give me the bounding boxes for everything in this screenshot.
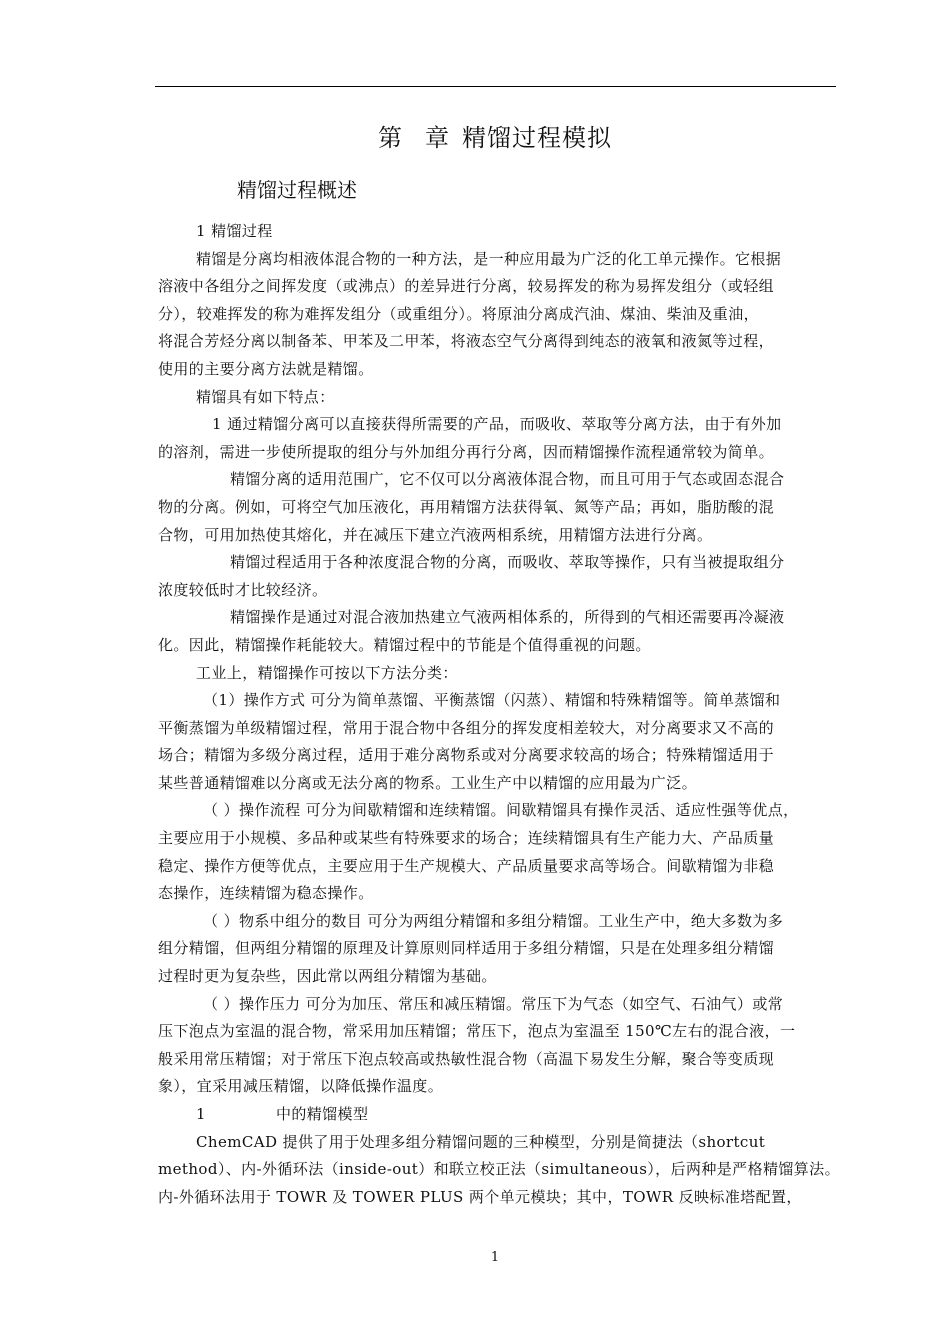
paragraph-line: （ ）操作流程 可分为间歇精馏和连续精馏。间歇精馏具有操作灵活、适应性强等优点， (203, 801, 799, 820)
paragraph-line: 压下泡点为室温的混合物，常采用加压精馏；常压下，泡点为室温至 150℃左右的混合液，一 (158, 1022, 796, 1041)
paragraph-line: 精馏具有如下特点： (196, 387, 335, 406)
chapter-title-text: 精馏过程模拟 (462, 124, 612, 152)
paragraph-line: 场合；精馏为多级分离过程，适用于难分离物系或对分离要求较高的场合；特殊精馏适用于 (158, 746, 775, 765)
paragraph-line: 内-外循环法用于 TOWR 及 TOWER PLUS 两个单元模块；其中，TOWR 反映标准塔配置， (158, 1187, 802, 1206)
page-number: 1 (490, 1250, 500, 1265)
subsection-title: 中的精馏模型 (275, 1105, 369, 1123)
paragraph-line: 精馏过程适用于各种浓度混合物的分离，而吸收、萃取等操作，只有当被提取组分 (230, 553, 785, 572)
paragraph-line: 的溶剂，需进一步使所提取的组分与外加组分再行分离，因而精馏操作流程通常较为简单。 (158, 442, 775, 461)
header-rule (155, 86, 836, 87)
paragraph-line: 溶液中各组分之间挥发度（或沸点）的差异进行分离，较易挥发的称为易挥发组分（或轻组 (158, 277, 775, 296)
paragraph-line: 使用的主要分离方法就是精馏。 (158, 359, 374, 378)
paragraph-line: 物的分离。例如，可将空气加压液化，再用精馏方法获得氧、氮等产品；再如，脂肪酸的混 (158, 497, 775, 516)
subsection-heading (158, 1101, 836, 1129)
paragraph-line: 稳定、操作方便等优点，主要应用于生产规模大、产品质量要求高等场合。间歇精馏为非稳 (158, 856, 775, 875)
paragraph-line: 分），较难挥发的称为难挥发组分（或重组分）。将原油分离成汽油、煤油、柴油及重油， (158, 304, 760, 323)
paragraph-line: 某些普通精馏难以分离或无法分离的物系。工业生产中以精馏的应用最为广泛。 (158, 773, 698, 792)
paragraph-line: 精馏是分离均相液体混合物的一种方法，是一种应用最为广泛的化工单元操作。它根据 (196, 249, 782, 268)
subsection-heading: 1 精馏过程 (196, 222, 273, 240)
paragraph-line: 精馏分离的适用范围广，它不仅可以分离液体混合物，而且可用于气态或固态混合 (230, 470, 785, 489)
paragraph-line: 将混合芳烃分离以制备苯、甲苯及二甲苯，将液态空气分离得到纯态的液氧和液氮等过程， (158, 332, 775, 351)
chapter-title-prefix: 第 (378, 124, 403, 152)
paragraph-line: （ ）物系中组分的数目 可分为两组分精馏和多组分精馏。工业生产中，绝大多数为多 (203, 911, 784, 930)
paragraph-line: 平衡蒸馏为单级精馏过程，常用于混合物中各组分的挥发度相差较大，对分离要求又不高的 (158, 718, 775, 737)
paragraph-line: 1 通过精馏分离可以直接获得所需要的产品，而吸收、萃取等分离方法，由于有外加 (212, 415, 782, 434)
paragraph-line: 精馏操作是通过对混合液加热建立气液两相体系的，所得到的气相还需要再冷凝液 (230, 608, 785, 627)
body-text (158, 218, 840, 1211)
paragraph-line: 态操作，连续精馏为稳态操作。 (158, 884, 374, 903)
chapter-title (0, 118, 950, 153)
section-title: 精馏过程概述 (237, 178, 357, 202)
paragraph-line: 工业上，精馏操作可按以下方法分类： (196, 663, 458, 682)
paragraph-line: （1）操作方式 可分为简单蒸馏、平衡蒸馏（闪蒸）、精馏和特殊精馏等。简单蒸馏和 (203, 691, 781, 710)
paragraph-line: 浓度较低时才比较经济。 (158, 580, 328, 599)
subsection-number: 1 (196, 1105, 206, 1123)
chapter-title-suffix: 章 (425, 124, 450, 152)
paragraph-line: 合物，可用加热使其熔化，并在减压下建立汽液两相系统，用精馏方法进行分离。 (158, 525, 713, 544)
paragraph-line: 组分精馏，但两组分精馏的原理及计算原则同样适用于多组分精馏，只是在处理多组分精馏 (158, 939, 775, 958)
paragraph-line: 化。因此，精馏操作耗能较大。精馏过程中的节能是个值得重视的问题。 (158, 635, 651, 654)
paragraph-line: 主要应用于小规模、多品种或某些有特殊要求的场合；连续精馏具有生产能力大、产品质量 (158, 829, 775, 848)
paragraph-line: 般采用常压精馏；对于常压下泡点较高或热敏性混合物（高温下易发生分解，聚合等变质现 (158, 1049, 775, 1068)
paragraph-line: ChemCAD 提供了用于处理多组分精馏问题的三种模型，分别是简捷法（shortcut (196, 1132, 766, 1151)
paragraph-line: 象），宜采用减压精馏，以降低操作温度。 (158, 1077, 444, 1096)
paragraph-line: 过程时更为复杂些，因此常以两组分精馏为基础。 (158, 967, 497, 986)
paragraph-line: method）、内-外循环法（inside-out）和联立校正法（simultaneous），后两种是严格精馏算法。 (158, 1160, 840, 1179)
paragraph-line: （ ）操作压力 可分为加压、常压和减压精馏。常压下为气态（如空气、石油气）或常 (203, 994, 784, 1013)
